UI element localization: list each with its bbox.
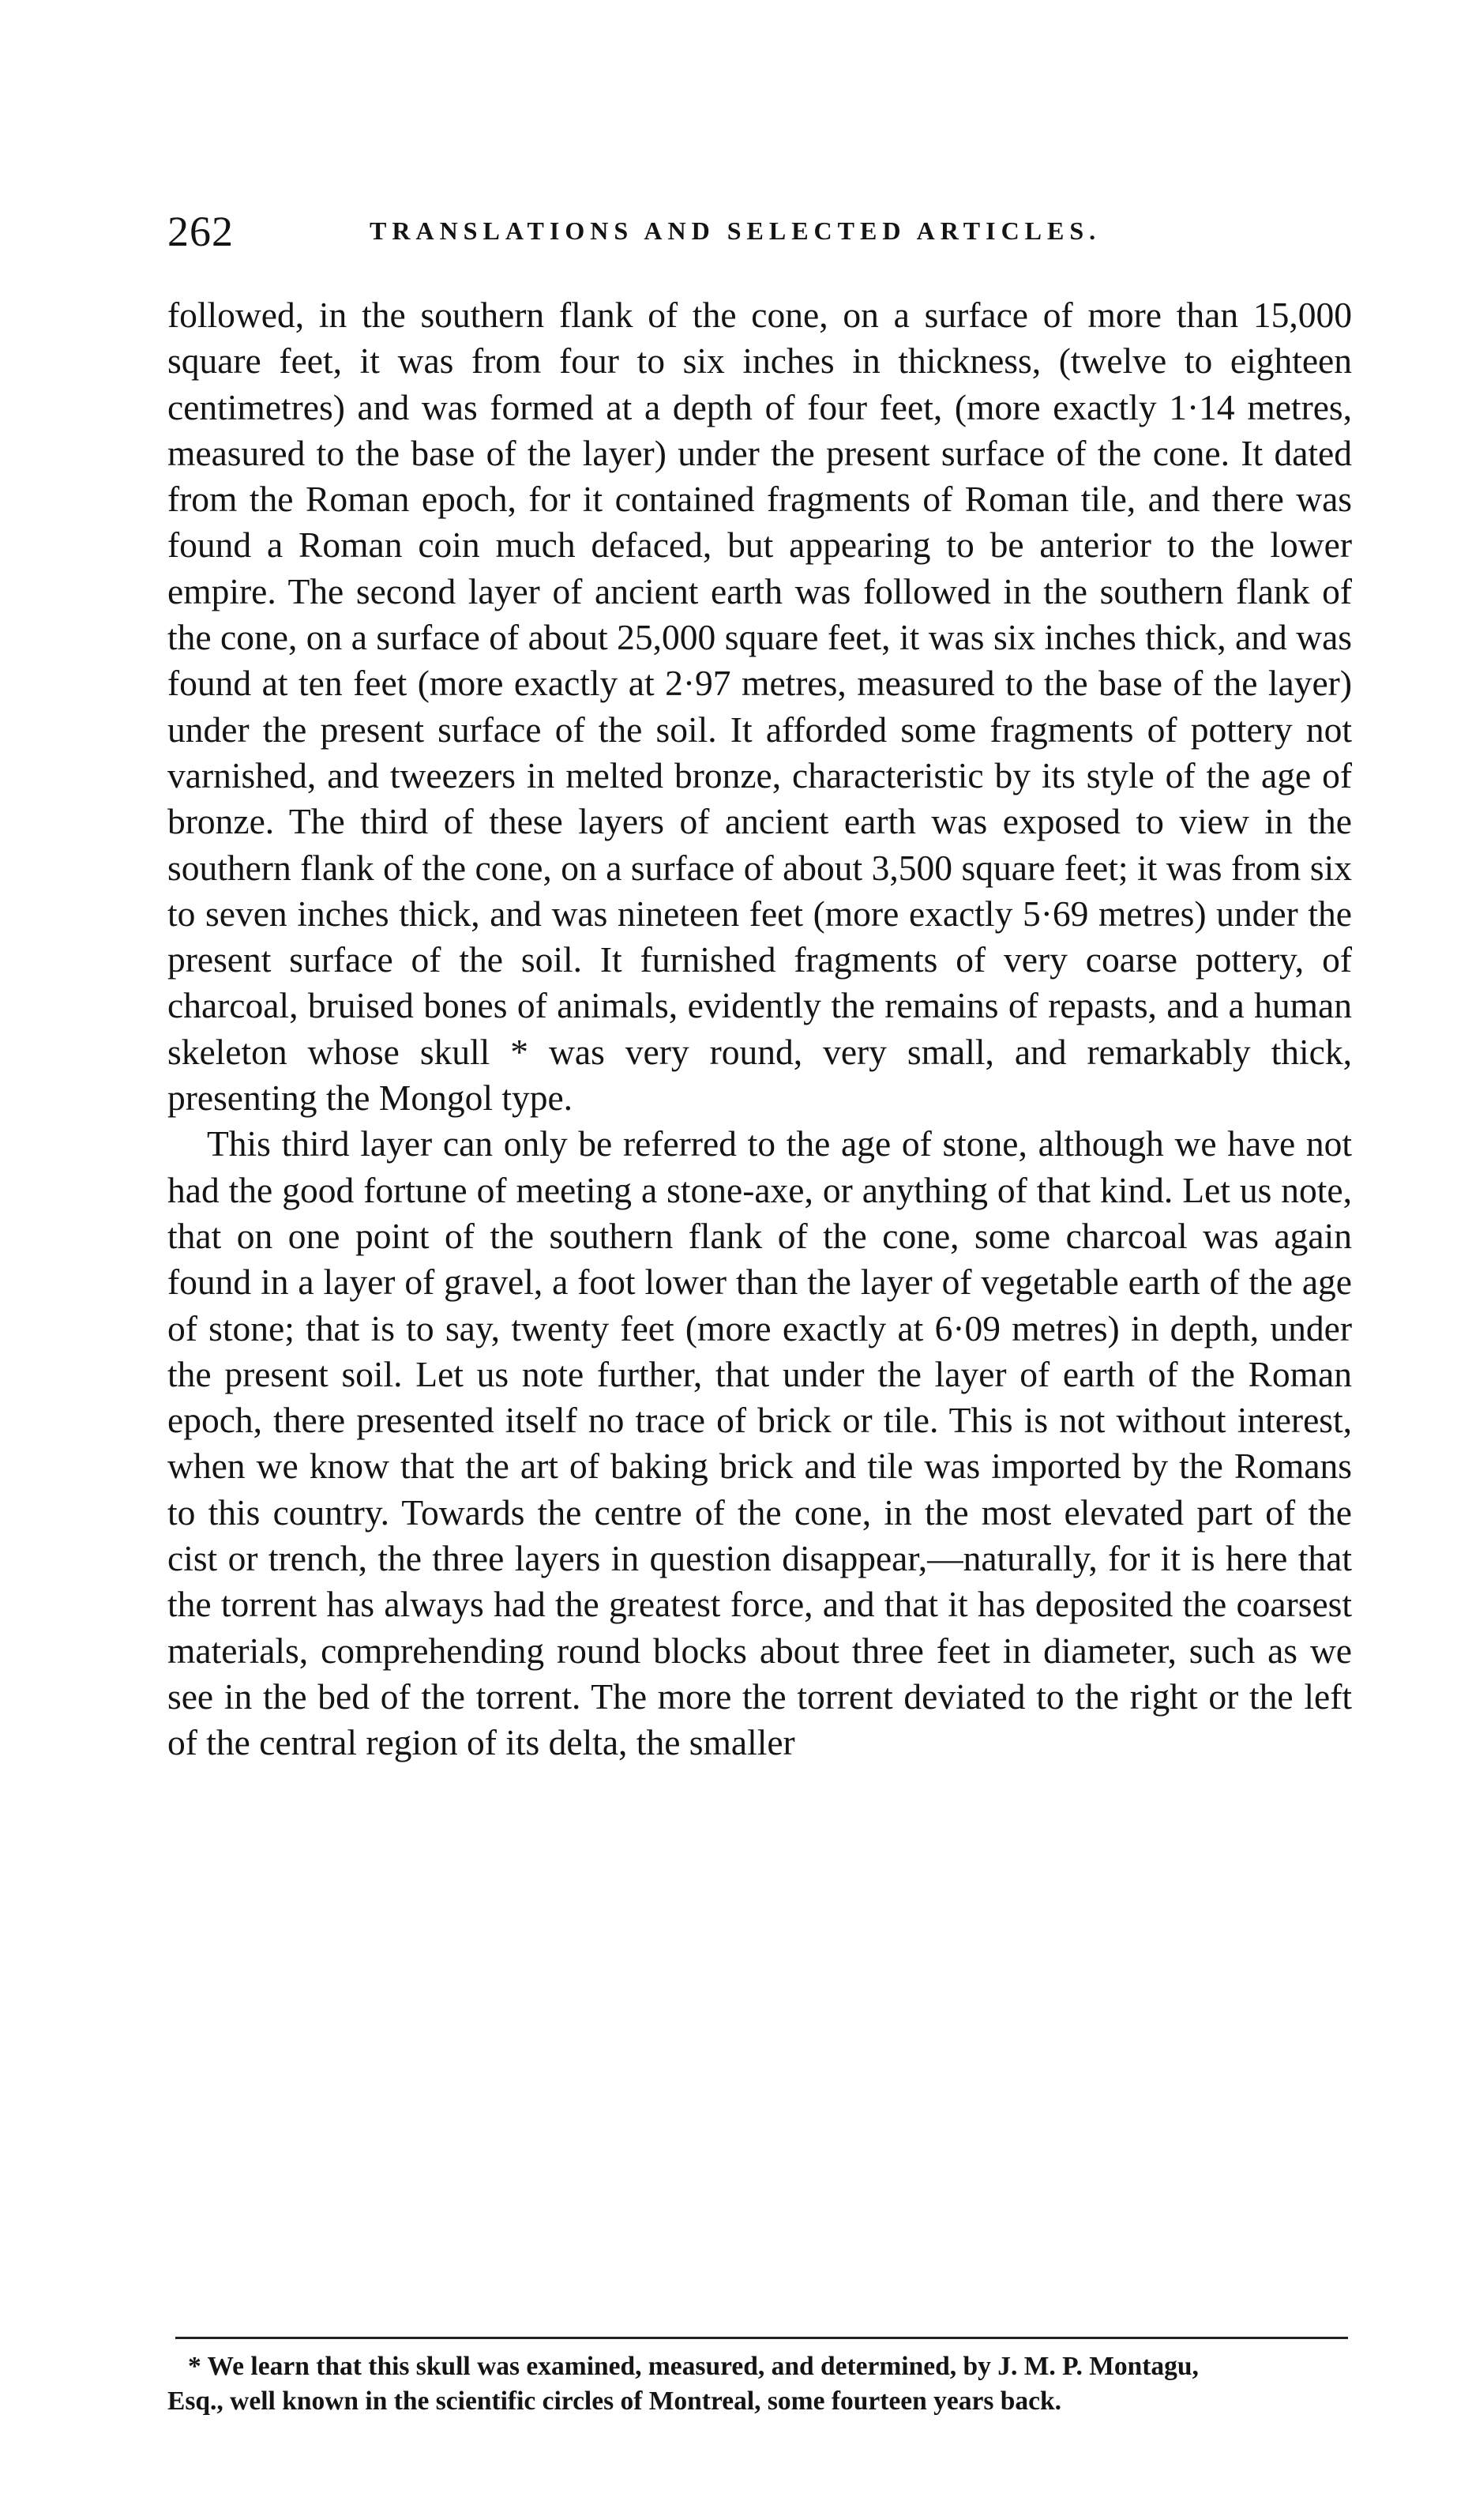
running-head: TRANSLATIONS AND SELECTED ARTICLES.: [370, 216, 1102, 245]
page-number: 262: [167, 208, 234, 255]
paragraph-1: followed, in the southern flank of the cone, on a surface of more than 15,000 square feet, it was from four to six inches in thickness, (twelve to eighteen centimetres) and was formed at a depth of four feet, (more exactly 1·14 metres, measured to the base of the layer) under the present surface of the cone. It dated from the Roman epoch, for it contained fragments of Roman tile, and there was found a Roman coin much defaced, but appearing to be anterior to the lower empire. The second layer of ancient earth was followed in the southern flank of the cone, on a surface of about 25,000 square feet, it was six inches thick, and was found at ten feet (more exactly at 2·97 metres, measured to the base of the layer) under the present surface of the soil. It afforded some fragments of pottery not varnished, and tweezers in melted bronze, characteristic by its style of the age of bronze. The third of these layers of ancient earth was exposed to view in the southern flank of the cone, on a surface of about 3,500 square feet; it was from six to seven inches thick, and was nineteen feet (more exactly 5·69 metres) under the present surface of the soil. It furnished fragments of very coarse pottery, of charcoal, bruised bones of animals, evidently the remains of repasts, and a human skeleton whose skull * was very round, very small, and remarkably thick, presenting the Mongol type.: [167, 295, 1352, 1119]
footnote-line-1: * We learn that this skull was examined, measured, and determined, by J. M. P. Montagu,: [188, 2352, 1199, 2381]
footnote-divider: [175, 2337, 1348, 2339]
page-header: [167, 207, 1352, 262]
footnote: [167, 2349, 1352, 2419]
main-text: [167, 292, 1352, 1766]
footnote-line-2: Esq., well known in the scientific circles of Montreal, some fourteen years back.: [167, 2386, 1062, 2416]
paragraph-2: This third layer can only be referred to the age of stone, although we have not had the good fortune of meeting a stone-axe, or anything of that kind. Let us note, that on one point of the southern flank of the cone, some charcoal was again found in a layer of gravel, a foot lower than the layer of vegetable earth of the age of stone; that is to say, twenty feet (more exactly at 6·09 metres) in depth, under the present soil. Let us note further, that under the layer of earth of the Roman epoch, there presented itself no trace of brick or tile. This is not without interest, when we know that the art of baking brick and tile was imported by the Romans to this country. Towards the centre of the cone, in the most elevated part of the cist or trench, the three layers in question disappear,—naturally, for it is here that the torrent has always had the greatest force, and that it has deposited the coarsest materials, comprehending round blocks about three feet in diameter, such as we see in the bed of the torrent. The more the torrent deviated to the right or the left of the central region of its delta, the smaller: [167, 1123, 1352, 1763]
